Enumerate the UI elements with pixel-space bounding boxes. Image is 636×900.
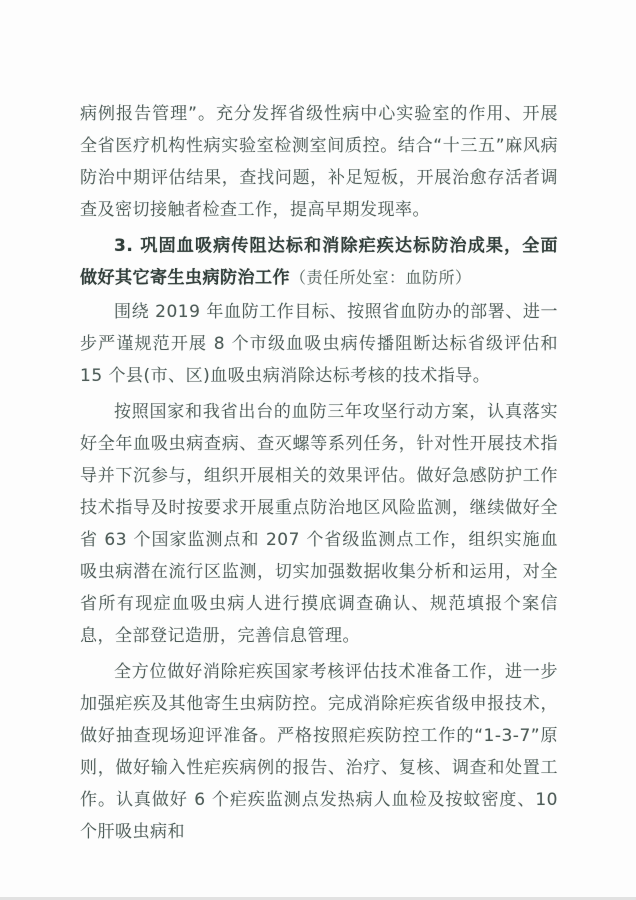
document-content [80,98,558,852]
continuation-paragraph: 病例报告管理”。充分发挥省级性病中心实验室的作用、开展全省医疗机构性病实验室检测室间质控。结合“十三五”麻风病防治中期评估结果，查找问题，补足短板，开展治愈存活者调查及密切接触者检查工作，提高早期发现率。 [80,104,558,220]
section-heading-responsible-office-note: （责任所处室：血防所） [290,268,472,287]
body-paragraph-1: 围绕 2019 年血防工作目标、按照省血防办的部署、进一步严谨规范开展 8 个市级血吸虫病传播阻断达标省级评估和 15 个县(市、区)血吸虫病消除达标考核的技术指导。 [80,302,558,386]
body-paragraph-2: 按照国家和我省出台的血防三年攻坚行动方案，认真落实好全年血吸虫病查病、查灭螺等系列任务，针对性开展技术指导并下沉参与，组织开展相关的效果评估。做好急感防护工作技术指导及时按要求开展重点防治地区风险监测，继续做好全省 63 个国家监测点和 207 个省级监测点工作，组织实施血吸虫病潜在流行区监测，切实加强数据收集分析和运用，对全省所有现症血吸虫病人进行摸底调查确认、规范填报个案信息，全部登记造册，完善信息管理。 [80,402,558,646]
body-paragraph-3: 全方位做好消除疟疾国家考核评估技术准备工作，进一步加强疟疾及其他寄生虫病防控。完成消除疟疾省级申报技术，做好抽查现场迎评准备。严格按照疟疾防控工作的“1-3-7”原则，做好输入性疟疾病例的报告、治疗、复核、调查和处置工作。认真做好 6 个疟疾监测点发热病人血检及按蚊密度、10 个肝吸虫病和 [80,662,558,842]
section-heading [80,230,558,294]
section-heading-title: 3. 巩固血吸病传阻达标和消除疟疾达标防治成果，全面做好其它寄生虫病防治工作 [80,236,558,288]
